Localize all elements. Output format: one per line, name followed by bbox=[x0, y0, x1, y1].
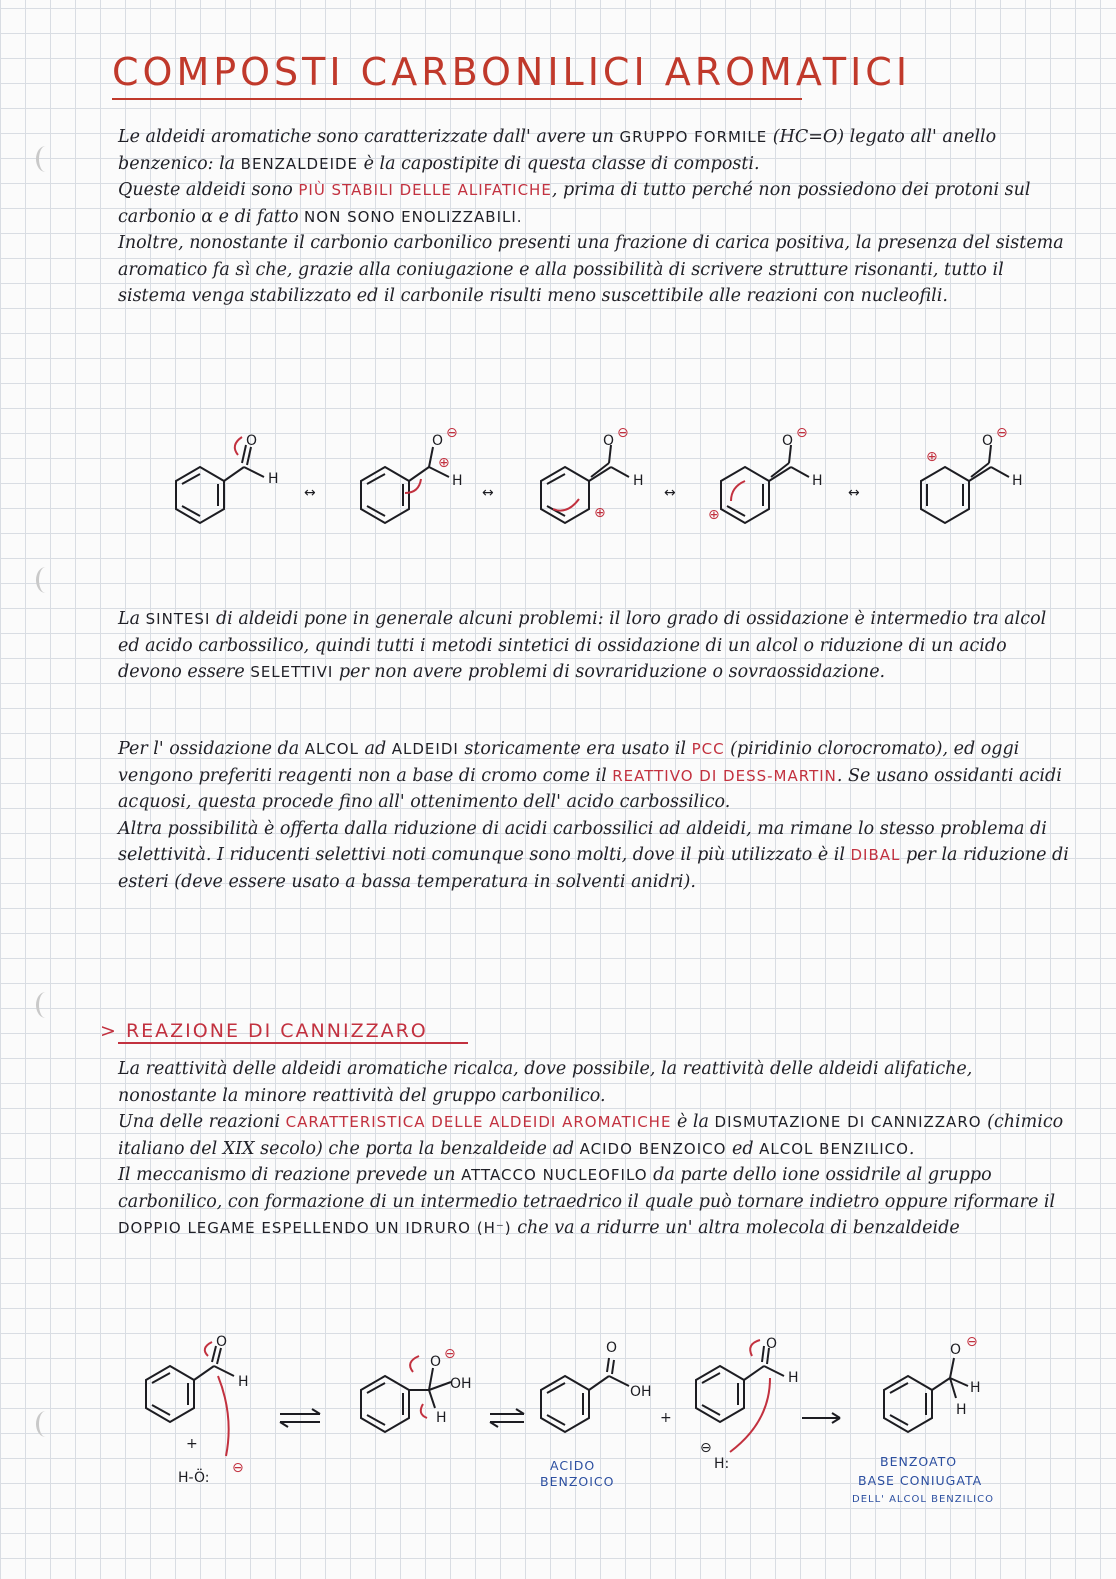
benzoic-acid-keyword: ACIDO BENZOICO bbox=[579, 1139, 727, 1158]
section-heading-text: > REAZIONE DI CANNIZZARO bbox=[100, 1020, 428, 1042]
oxygen-label: O bbox=[950, 1342, 962, 1358]
cyclohexadiene-ring bbox=[921, 467, 969, 523]
section-heading-cannizzaro bbox=[100, 1020, 468, 1044]
not-enolizable-keyword: NON SONO ENOLIZZABILI. bbox=[304, 207, 523, 226]
oxygen-label: O bbox=[782, 433, 794, 449]
intro-line-1 bbox=[118, 124, 1070, 177]
resonance-arrow: ↔ bbox=[304, 485, 316, 501]
page-title bbox=[112, 48, 912, 100]
hydrogen-label: H bbox=[268, 471, 279, 487]
benzyl-alcohol-label: DELL' ALCOL BENZILICO bbox=[852, 1494, 994, 1505]
more-stable-keyword: PIÙ STABILI DELLE ALIFATICHE bbox=[298, 181, 552, 199]
binder-hole bbox=[36, 1411, 55, 1437]
hydride-label: H: bbox=[714, 1456, 730, 1472]
cannizzaro-text: La reattività delle aldeidi aromatiche ricalca, dove possibile, la reattività delle aldeidi alifatiche, nonostante la minore reattività del gruppo carbonilico. bbox=[118, 1059, 973, 1106]
hydrogen-label: H bbox=[238, 1374, 249, 1390]
mechanism-structures bbox=[140, 1332, 1060, 1532]
pcc-keyword: PCC bbox=[691, 740, 725, 758]
hydroxyl-label: OH bbox=[630, 1384, 652, 1400]
synthesis-text: La bbox=[118, 609, 146, 629]
negative-charge: ⊖ bbox=[444, 1346, 456, 1362]
section-underline bbox=[118, 1042, 468, 1044]
binder-hole bbox=[36, 146, 55, 172]
cannizzaro-text: che va a ridurre un' altra molecola di benzaldeide bbox=[511, 1218, 960, 1238]
binder-hole bbox=[36, 992, 55, 1018]
oxygen-label: O bbox=[982, 433, 994, 449]
oxygen-label: O bbox=[432, 433, 444, 449]
intro-line-2 bbox=[118, 177, 1070, 230]
intro-paragraph bbox=[118, 124, 1070, 310]
synthesis-text: di aldeidi pone in generale alcuni problemi: il loro grado di ossidazione è intermedio tra alcol ed acido carbossilico, quindi tutti i metodi sintetici di ossidazione di un alcol o riduzione di un acido devono essere bbox=[118, 609, 1047, 682]
hydroxyl-label: OH bbox=[450, 1376, 472, 1392]
hydrogen-label: H bbox=[436, 1410, 447, 1426]
negative-charge: ⊖ bbox=[700, 1440, 712, 1456]
oxidation-text: ad bbox=[358, 739, 392, 759]
resonance-structures bbox=[160, 415, 1040, 535]
selective-keyword: SELETTIVI bbox=[250, 663, 334, 681]
intro-line-3 bbox=[118, 230, 1070, 310]
synthesis-paragraph bbox=[118, 606, 1070, 686]
intro-text: (HC=O) legato all' anello benzenico: la bbox=[118, 127, 997, 174]
hydrogen-label: H bbox=[970, 1380, 981, 1396]
cannizzaro-text: (chimico italiano del XIX secolo) che porta la benzaldeide ad bbox=[118, 1112, 1064, 1159]
negative-charge: ⊖ bbox=[966, 1334, 978, 1350]
title-underline bbox=[112, 98, 802, 100]
benzene-ring bbox=[361, 467, 409, 523]
negative-charge: ⊖ bbox=[617, 425, 629, 441]
reduction-text: per la riduzione di esteri (deve essere usato a bassa temperatura in solventi anidri). bbox=[118, 845, 1069, 892]
oxidation-text: Per l' ossidazione da bbox=[118, 739, 305, 759]
intro-text: Queste aldeidi sono bbox=[118, 180, 299, 200]
cannizzaro-mechanism bbox=[140, 1332, 1080, 1532]
intro-text: è la capostipite di questa classe di composti. bbox=[358, 153, 760, 174]
oxygen-label: O bbox=[216, 1334, 228, 1350]
positive-charge: ⊕ bbox=[926, 449, 938, 465]
intro-text: , prima di tutto perché non possiedono dei protoni sul carbonio α e di fatto bbox=[118, 180, 1031, 227]
benzoate-label: BENZOATO bbox=[880, 1454, 958, 1469]
resonance-arrow: ↔ bbox=[848, 485, 860, 501]
oxidation-text: . Se usano ossidanti acidi acquosi, questa procede fino all' ottenimento dell' acido carbossilico. bbox=[118, 765, 1062, 812]
resonance-arrow: ↔ bbox=[664, 485, 676, 501]
reduction-text: Altra possibilità è offerta dalla riduzione di acidi carbossilici ad aldeidi, ma rimane lo stesso problema di selettività. I riducenti selettivi noti comunque sono molti, dove il più utilizzato è il bbox=[118, 818, 1047, 865]
negative-charge: ⊖ bbox=[446, 425, 458, 441]
oxygen-label: O bbox=[246, 433, 258, 449]
aldehyde-keyword: ALDEIDI bbox=[391, 740, 459, 758]
cannizzaro-text: . bbox=[908, 1138, 915, 1159]
benzene-ring bbox=[361, 1376, 409, 1432]
cannizzaro-text: ed bbox=[726, 1138, 760, 1159]
negative-charge: ⊖ bbox=[996, 425, 1008, 441]
intro-text: Inoltre, nonostante il carbonio carbonilico presenti una frazione di carica positiva, la presenza del sistema aromatico fa sì che, grazie alla coniugazione e alla possibilità di scrivere strutture risonanti, tutto il sistema venga stabilizzato ed il carbonile risulti meno suscettibile alle reazioni con nucleofili. bbox=[118, 233, 1064, 306]
resonance-arrow: ↔ bbox=[482, 485, 494, 501]
dess-martin-keyword: REATTIVO DI DESS-MARTIN bbox=[612, 766, 837, 785]
benzoic-acid-label-2: BENZOICO bbox=[540, 1474, 615, 1489]
benzyl-alcohol-keyword: ALCOL BENZILICO bbox=[759, 1139, 909, 1158]
oxidation-text: (piridinio clorocromato), ed oggi vengono preferiti reagenti non a base di cromo come il bbox=[118, 739, 1020, 786]
oxygen-label: O bbox=[603, 433, 615, 449]
intro-text: Le aldeidi aromatiche sono caratterizzate dall' avere un bbox=[118, 127, 620, 147]
dibal-keyword: DIBAL bbox=[850, 846, 901, 864]
hydrogen-label: H bbox=[788, 1370, 799, 1386]
oxygen-label: O bbox=[430, 1354, 442, 1370]
cyclohexadiene-ring bbox=[721, 467, 769, 523]
benzaldehyde-keyword: BENZALDEIDE bbox=[240, 154, 359, 173]
negative-charge: ⊖ bbox=[796, 425, 808, 441]
positive-charge: ⊕ bbox=[594, 505, 606, 521]
cannizzaro-text: Una delle reazioni bbox=[118, 1112, 286, 1132]
cannizzaro-paragraph bbox=[118, 1056, 1070, 1242]
title-text: COMPOSTI CARBONILICI AROMATICI bbox=[112, 50, 912, 94]
hydride-keyword: DOPPIO LEGAME ESPELLENDO UN IDRURO (H⁻) bbox=[118, 1219, 512, 1237]
oxygen-label: O bbox=[766, 1336, 778, 1352]
benzene-ring bbox=[176, 467, 224, 523]
characteristic-keyword: CARATTERISTICA DELLE ALDEIDI AROMATICHE bbox=[285, 1113, 672, 1131]
plus-sign: + bbox=[186, 1436, 198, 1452]
hydrogen-label: H bbox=[633, 473, 644, 489]
oxygen-label: O bbox=[606, 1340, 618, 1356]
benzene-ring bbox=[884, 1376, 932, 1432]
synthesis-keyword: SINTESI bbox=[145, 610, 211, 628]
benzene-ring bbox=[146, 1366, 194, 1422]
benzoic-acid-label-1: ACIDO bbox=[550, 1458, 596, 1473]
plus-sign: + bbox=[660, 1410, 672, 1426]
hydrogen-label: H bbox=[1012, 473, 1023, 489]
cannizzaro-text: è la bbox=[671, 1112, 715, 1132]
benzene-ring bbox=[696, 1366, 744, 1422]
cannizzaro-text: Il meccanismo di reazione prevede un bbox=[118, 1165, 462, 1185]
nucleophilic-attack-keyword: ATTACCO NUCLEOFILO bbox=[461, 1166, 648, 1184]
positive-charge: ⊕ bbox=[708, 507, 720, 523]
oxidation-text: storicamente era usato il bbox=[458, 739, 692, 759]
cyclohexadiene-ring bbox=[541, 467, 589, 523]
positive-charge: ⊕ bbox=[438, 455, 450, 471]
cannizzaro-text: da parte dello ione ossidrile al gruppo carbonilico, con formazione di un intermedio tetraedrico il quale può tornare indietro oppure riformare il bbox=[118, 1165, 1056, 1212]
formyl-group-keyword: GRUPPO FORMILE bbox=[619, 128, 768, 146]
negative-charge: ⊖ bbox=[232, 1460, 244, 1476]
alcohol-keyword: ALCOL bbox=[304, 740, 359, 758]
dismutation-keyword: DISMUTAZIONE DI CANNIZZARO bbox=[714, 1113, 982, 1131]
hydrogen-label: H bbox=[452, 473, 463, 489]
conjugate-base-label: BASE CONIUGATA bbox=[858, 1473, 983, 1488]
hydroxide-label: H-Ö: bbox=[178, 1470, 210, 1486]
benzene-ring bbox=[541, 1376, 589, 1432]
hydrogen-label: H bbox=[956, 1402, 967, 1418]
oxidation-paragraph bbox=[118, 736, 1070, 895]
synthesis-text: per non avere problemi di sovrariduzione o sovraossidazione. bbox=[333, 662, 886, 682]
resonance-diagram bbox=[160, 415, 1100, 535]
hydrogen-label: H bbox=[812, 473, 823, 489]
binder-hole bbox=[36, 567, 55, 593]
